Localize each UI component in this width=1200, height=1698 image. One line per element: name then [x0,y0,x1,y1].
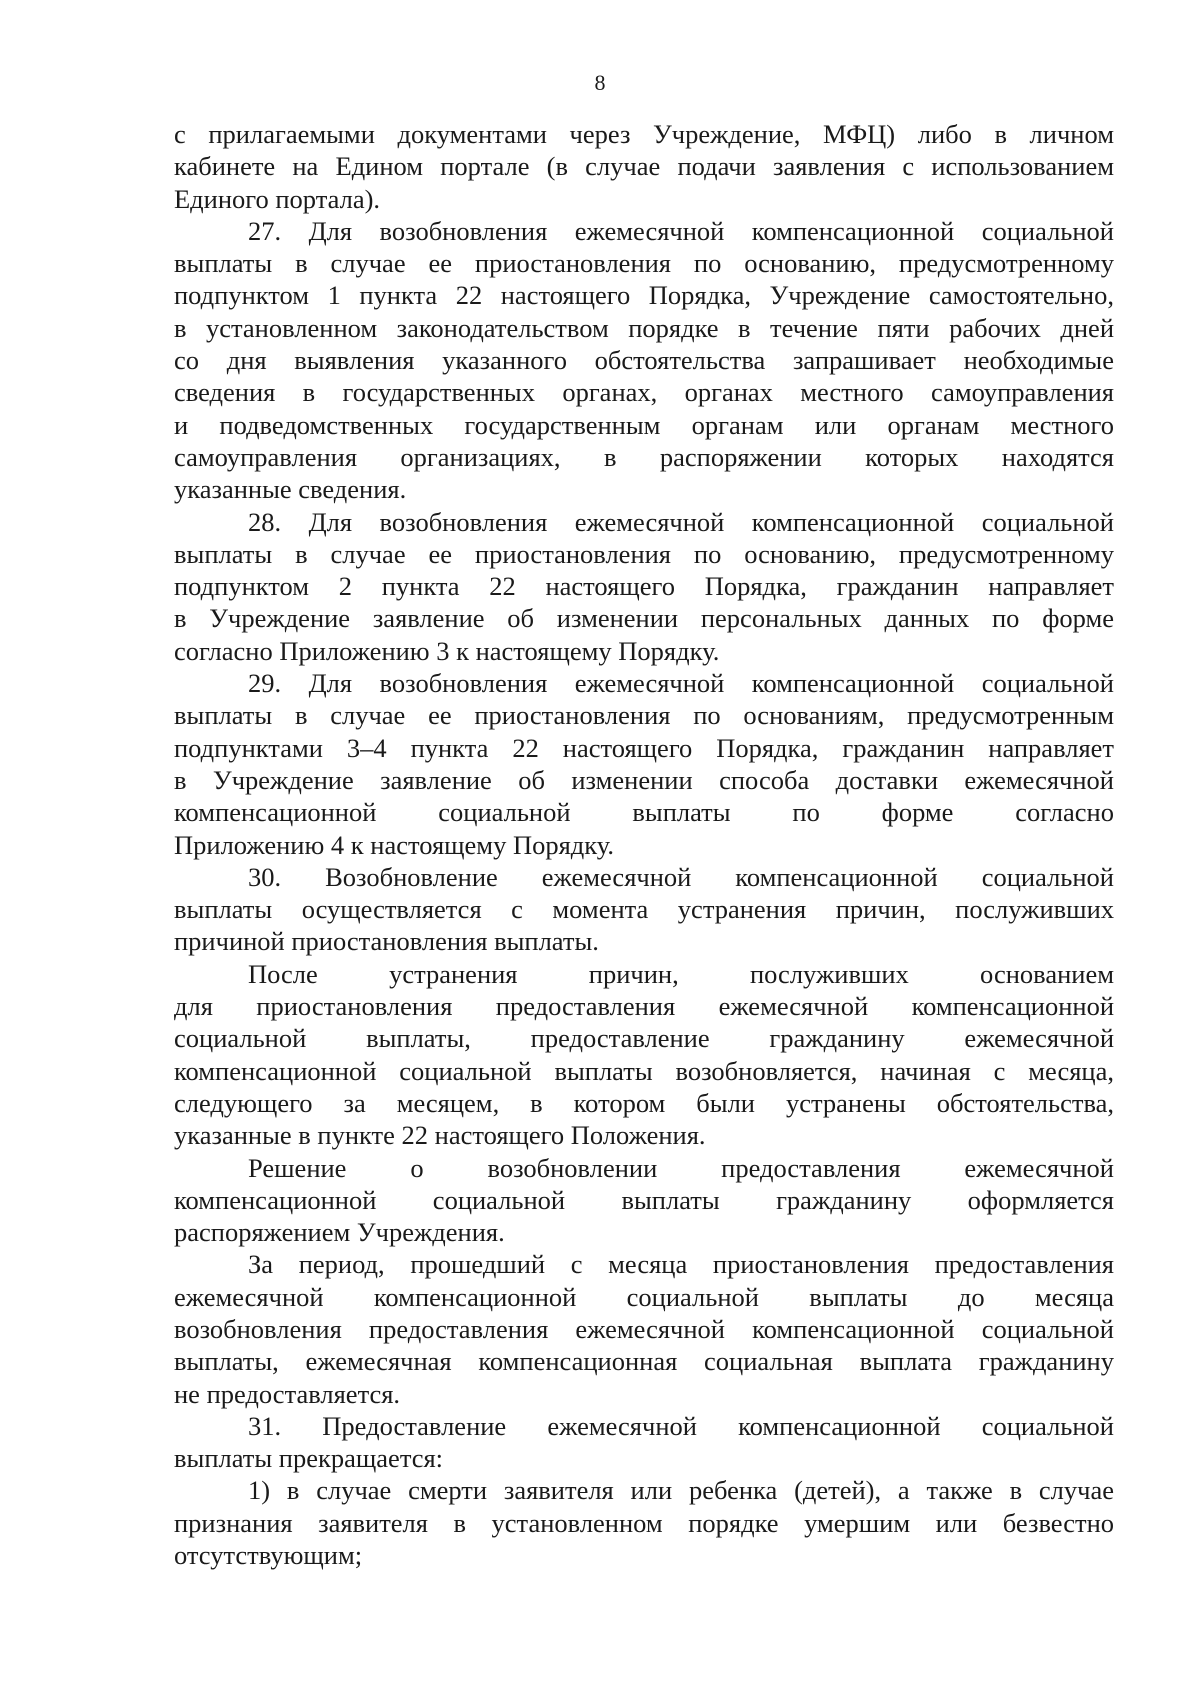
text-line: со дня выявления указанного обстоятельства запрашивает необходимые [174,345,1114,376]
text-line: выплаты прекращается: [174,1443,444,1474]
text-line: компенсационной социальной выплаты гражданину оформляется [174,1184,1114,1215]
text-line: с прилагаемыми документами через Учреждение, МФЦ) либо в личном [174,119,1114,149]
text-line: в Учреждение заявление об изменении персональных данных по форме [174,603,1114,634]
text-line: не предоставляется. [174,1378,401,1409]
text-line: распоряжением Учреждения. [174,1217,505,1248]
text-line: возобновления предоставления ежемесячной компенсационной социальной [174,1313,1114,1344]
text-line: социальной выплаты, предоставление гражданину ежемесячной [174,1023,1114,1054]
text-line: признания заявителя в установленном порядке умершим или безвестно [174,1507,1114,1538]
text-line: в Учреждение заявление об изменении способа доставки ежемесячной [174,764,1114,795]
text-line: 30. Возобновление ежемесячной компенсационной социальной [248,861,1114,892]
text-line: За период, прошедший с месяца приостановления предоставления [248,1249,1114,1280]
text-line: подпунктами 3–4 пункта 22 настоящего Порядка, гражданин направляет [174,732,1114,763]
text-line: отсутствующим; [174,1540,363,1571]
text-line: для приостановления предоставления ежемесячной компенсационной [174,991,1114,1022]
text-line: самоуправления организациях, в распоряжении которых находятся [174,441,1114,472]
text-line: следующего за месяцем, в котором были устранены обстоятельства, [174,1087,1114,1118]
text-line: выплаты осуществляется с момента устранения причин, послуживших [174,894,1114,925]
text-line: Единого портала). [174,183,381,214]
text-line: 28. Для возобновления ежемесячной компенсационной социальной [248,506,1114,537]
text-line: Приложению 4 к настоящему Порядку. [174,829,614,860]
text-line: выплаты в случае ее приостановления по основаниям, предусмотренным [174,700,1114,731]
text-line: 31. Предоставление ежемесячной компенсационной социальной [248,1410,1114,1441]
text-line: выплаты, ежемесячная компенсационная социальная выплата гражданину [174,1346,1114,1377]
text-line: ежемесячной компенсационной социальной выплаты до месяца [174,1281,1114,1312]
text-line: в установленном законодательством порядке в течение пяти рабочих дней [174,312,1114,343]
text-line: и подведомственных государственным органам или органам местного [174,409,1114,440]
text-line: компенсационной социальной выплаты возобновляется, начиная с месяца, [174,1055,1114,1086]
text-line: указанные в пункте 22 настоящего Положения. [174,1120,706,1151]
text-line: причиной приостановления выплаты. [174,926,599,957]
page-number: 8 [594,70,606,95]
text-line: 1) в случае смерти заявителя или ребенка (детей), а также в случае [248,1475,1114,1506]
text-line: выплаты в случае ее приостановления по основанию, предусмотренному [174,538,1114,569]
text-line: После устранения причин, послуживших основанием [248,958,1114,989]
text-line: подпунктом 2 пункта 22 настоящего Порядка, гражданин направляет [174,571,1114,602]
document-body [174,118,1114,1571]
text-line: 29. Для возобновления ежемесячной компенсационной социальной [248,668,1114,699]
text-line: указанные сведения. [174,474,407,505]
text-line: подпунктом 1 пункта 22 настоящего Порядка, Учреждение самостоятельно, [174,280,1114,311]
text-line: сведения в государственных органах, органах местного самоуправления [174,377,1114,408]
text-line: кабинете на Едином портале (в случае подачи заявления с использованием [174,151,1114,182]
text-line: Решение о возобновлении предоставления ежемесячной [248,1152,1114,1183]
text-line: согласно Приложению 3 к настоящему Порядку. [174,635,720,666]
text-line: компенсационной социальной выплаты по форме согласно [174,797,1114,828]
text-line: выплаты в случае ее приостановления по основанию, предусмотренному [174,248,1114,279]
text-line: 27. Для возобновления ежемесячной компенсационной социальной [248,215,1114,246]
